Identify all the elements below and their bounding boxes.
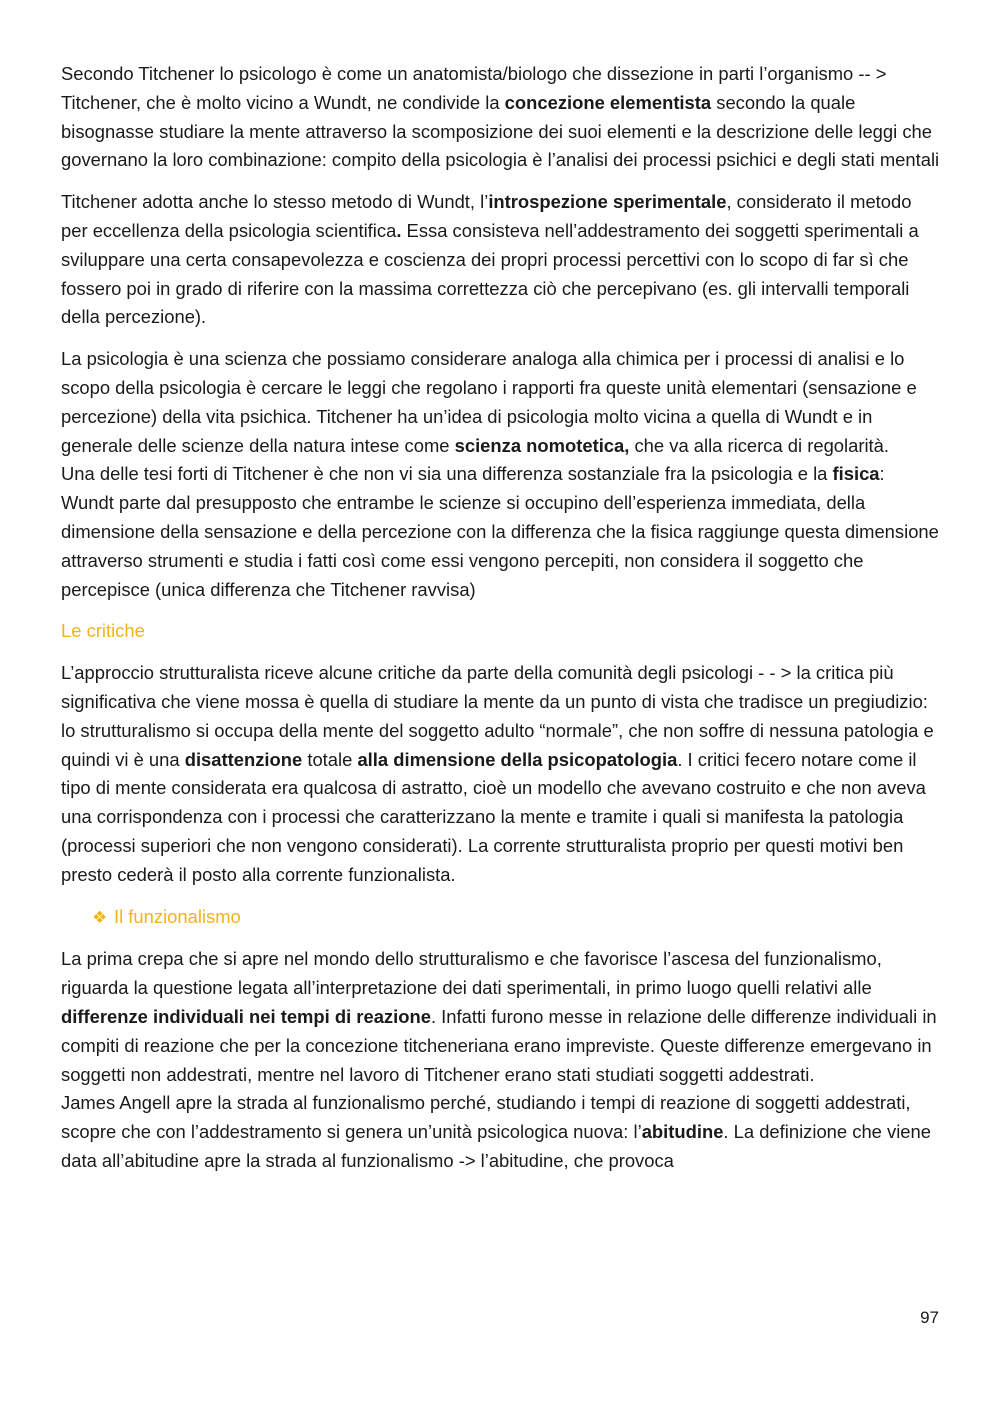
paragraph-titchener-anatomist: [61, 60, 941, 175]
text-run: totale: [302, 748, 358, 770]
page-number: 97: [920, 1308, 939, 1327]
text-run: che va alla ricerca di regolarità.: [629, 434, 890, 456]
heading-il-funzionalismo: [92, 903, 941, 933]
heading-le-critiche: Le critiche: [61, 620, 145, 642]
text-run: La psicologia è una scienza che possiamo considerare analoga alla chimica per i processi di analisi e lo scopo della psicologia è cercare le leggi che regolano i rapporti fra queste unità elementari (sensazione e percezione) della vita psichica. Titchener ha un’idea di psicologia molto vicina a quella di Wundt e in generale delle scienze della natura intese come: [61, 348, 917, 456]
bold-text: concezione elementista: [504, 91, 712, 113]
bold-text: differenze individuali nei tempi di reazione: [61, 1005, 431, 1027]
text-run: James Angell apre la strada al funzionalismo perché, studiando i tempi di reazione di soggetti addestrati, scopre che con l’addestramento si genera un’unità psicologica nuova: l’: [61, 1092, 911, 1143]
paragraph-james-angell: [61, 1089, 941, 1175]
bold-text: abitudine: [641, 1121, 724, 1143]
bold-text: alla dimensione della psicopatologia: [357, 748, 678, 770]
text-run: Secondo Titchener lo psicologo è come un anatomista/biologo che dissezione in parti l’organismo -- > Titchener, che è molto vicino a Wundt, ne condivide la: [61, 63, 887, 113]
paragraph-first-crack: [61, 945, 941, 1089]
heading-text: Il funzionalismo: [114, 905, 241, 927]
paragraph-psychology-chemistry: [61, 345, 941, 460]
diamond-bullet-icon: ❖: [92, 907, 108, 927]
text-run: secondo la quale bisognasse studiare la mente attraverso la scomposizione dei suoi elementi e la descrizione delle leggi che governano la loro combinazione: compito della psicologia è l’analisi dei processi psichici e degli stati mentali: [61, 91, 940, 171]
paragraph-structuralism-critique: [61, 659, 941, 889]
text-run: : Wundt parte dal presupposto che entrambe le scienze si occupino dell’esperienza immediata, della dimensione della sensazione e della percezione con la differenza che la fisica raggiunge questa dimensione attraverso strumenti e studia i fatti così come essi vengono percepiti, non considera il soggetto che percepisce (unica differenza che Titchener ravvisa): [61, 463, 939, 600]
text-run: L’approccio strutturalista riceve alcune critiche da parte della comunità degli psicologi - - > la critica più significativa che viene mossa è quella di studiare la mente da un punto di vista che tradisce un pregiudizio: lo strutturalismo si occupa della mente del soggetto adulto “normale”, che non soffre di nessuna patologia e quindi vi è una: [61, 662, 934, 770]
bold-text: fisica: [832, 463, 880, 485]
bold-text: introspezione sperimentale: [488, 191, 727, 213]
paragraph-introspection: [61, 188, 941, 332]
text-run: Una delle tesi forti di Titchener è che non vi sia una differenza sostanziale fra la psicologia e la: [61, 463, 833, 485]
bold-text: disattenzione: [184, 748, 303, 770]
document-body: [61, 60, 941, 1189]
text-run: Titchener adotta anche lo stesso metodo di Wundt, l’: [61, 191, 489, 213]
text-run: . La definizione che viene data all’abitudine apre la strada al funzionalismo -> l’abitudine, che provoca: [61, 1121, 931, 1171]
text-run: . I critici fecero notare come il tipo di mente considerata era qualcosa di astratto, cioè un modello che avevano costruito e che non aveva una corrispondenza con i processi che caratterizzano la mente e tramite i quali si manifesta la patologia (processi superiori che non vengono considerati). La corrente strutturalista proprio per questi motivi ben presto cederà il posto alla corrente funzionalista.: [61, 748, 926, 885]
text-run: . Infatti furono messe in relazione delle differenze individuali in compiti di reazione che per la concezione titcheneriana erano impreviste. Queste differenze emergevano in soggetti non addestrati, mentre nel lavoro di Titchener erano stati studiati soggetti addestrati.: [61, 1005, 937, 1085]
text-run: La prima crepa che si apre nel mondo dello strutturalismo e che favorisce l’ascesa del funzionalismo, riguarda la questione legata all’interpretazione dei dati sperimentali, in primo luogo quelli relativi alle: [61, 948, 882, 999]
bold-text: scienza nomotetica,: [454, 434, 630, 456]
text-run: Essa consisteva nell’addestramento dei soggetti sperimentali a sviluppare una certa consapevolezza e coscienza dei propri processi percettivi con lo scopo di far sì che fossero poi in grado di riferire con la massima correttezza ciò che percepivano (es. gli intervalli temporali della percezione).: [61, 219, 919, 328]
text-run: , considerato il metodo per eccellenza della psicologia scientifica: [61, 191, 912, 241]
paragraph-psychology-physics: [61, 460, 941, 604]
bold-text: .: [396, 219, 402, 241]
